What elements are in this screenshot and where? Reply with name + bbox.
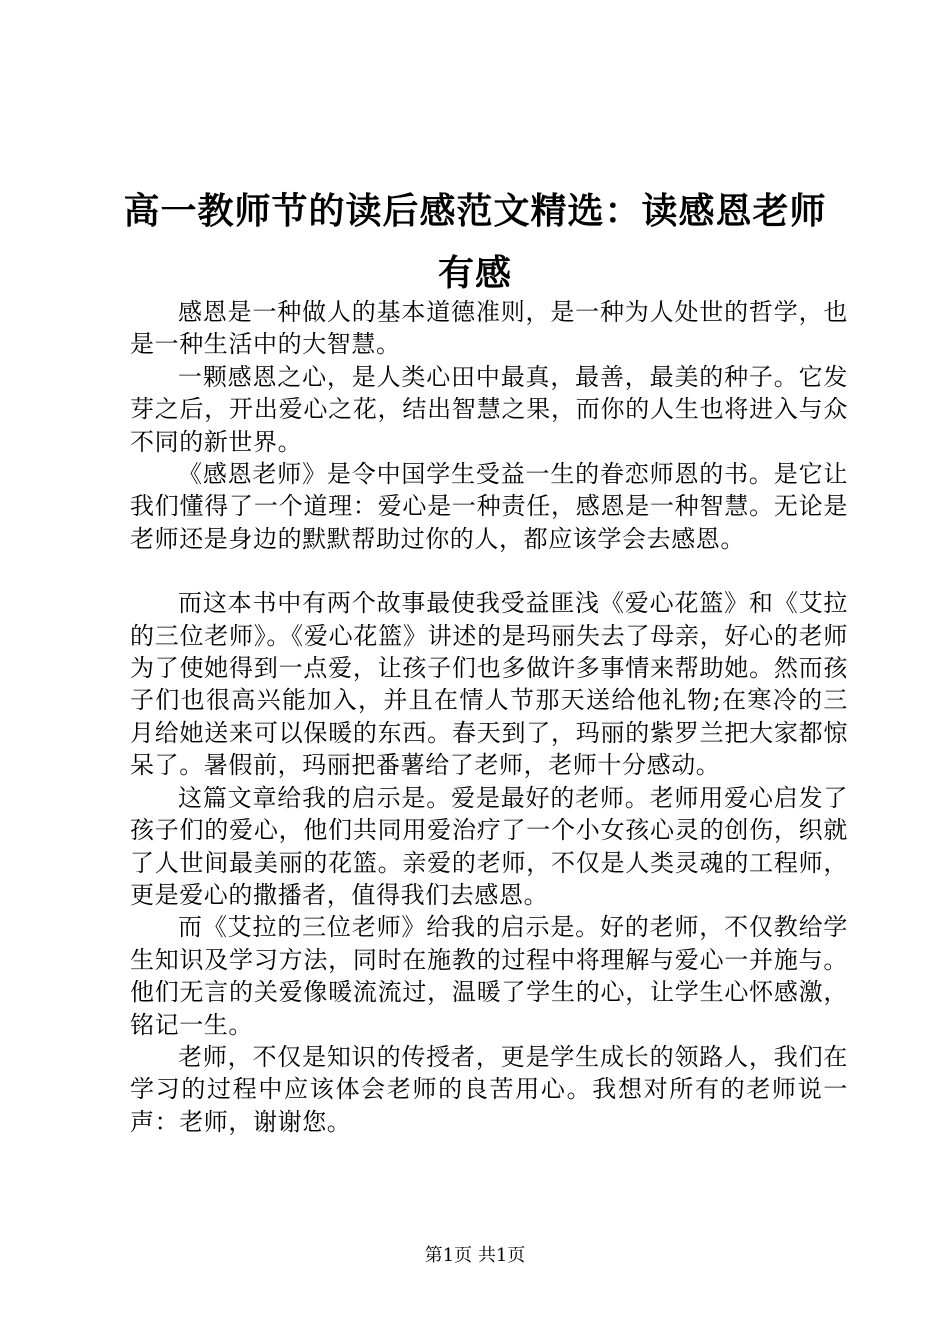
paragraph-6: 而《艾拉的三位老师》给我的启示是。好的老师，不仅教给学生知识及学习方法，同时在施教的过程中将理解与爱心一并施与。他们无言的关爱像暖流流过，温暖了学生的心，让学生心怀感激，铭记一生。 — [130, 913, 848, 1039]
page-number-footer: 第1页 共1页 — [424, 1245, 526, 1266]
document-body — [130, 296, 848, 1138]
paragraph-2: 一颗感恩之心，是人类心田中最真，最善，最美的种子。它发芽之后，开出爱心之花，结出智慧之果，而你的人生也将进入与众不同的新世界。 — [130, 362, 848, 456]
paragraph-4: 而这本书中有两个故事最使我受益匪浅《爱心花篮》和《艾拉的三位老师》。《爱心花篮》讲述的是玛丽失去了母亲，好心的老师为了使她得到一点爱，让孩子们也多做许多事情来帮助她。然而孩子们也很高兴能加入，并且在情人节那天送给他礼物;在寒冷的三月给她送来可以保暖的东西。春天到了，玛丽的紫罗兰把大家都惊呆了。暑假前，玛丽把番薯给了老师，老师十分感动。 — [130, 589, 848, 780]
paragraph-3: 《感恩老师》是令中国学生受益一生的眷恋师恩的书。是它让我们懂得了一个道理：爱心是一种责任，感恩是一种智慧。无论是老师还是身边的默默帮助过你的人，都应该学会去感恩。 — [130, 460, 848, 553]
paragraph-1: 感恩是一种做人的基本道德准则，是一种为人处世的哲学，也是一种生活中的大智慧。 — [130, 298, 848, 359]
paragraph-5: 这篇文章给我的启示是。爱是最好的老师。老师用爱心启发了孩子们的爱心，他们共同用爱治疗了一个小女孩心灵的创伤，织就了人世间最美丽的花篮。亲爱的老师，不仅是人类灵魂的工程师，更是爱心的撒播者，值得我们去感恩。 — [130, 783, 848, 909]
paragraph-spacer — [130, 555, 848, 587]
document-title: 高一教师节的读后感范文精选：读感恩老师有感 — [123, 190, 827, 294]
paragraph-7: 老师，不仅是知识的传授者，更是学生成长的领路人，我们在学习的过程中应该体会老师的良苦用心。我想对所有的老师说一声：老师，谢谢您。 — [130, 1042, 848, 1136]
